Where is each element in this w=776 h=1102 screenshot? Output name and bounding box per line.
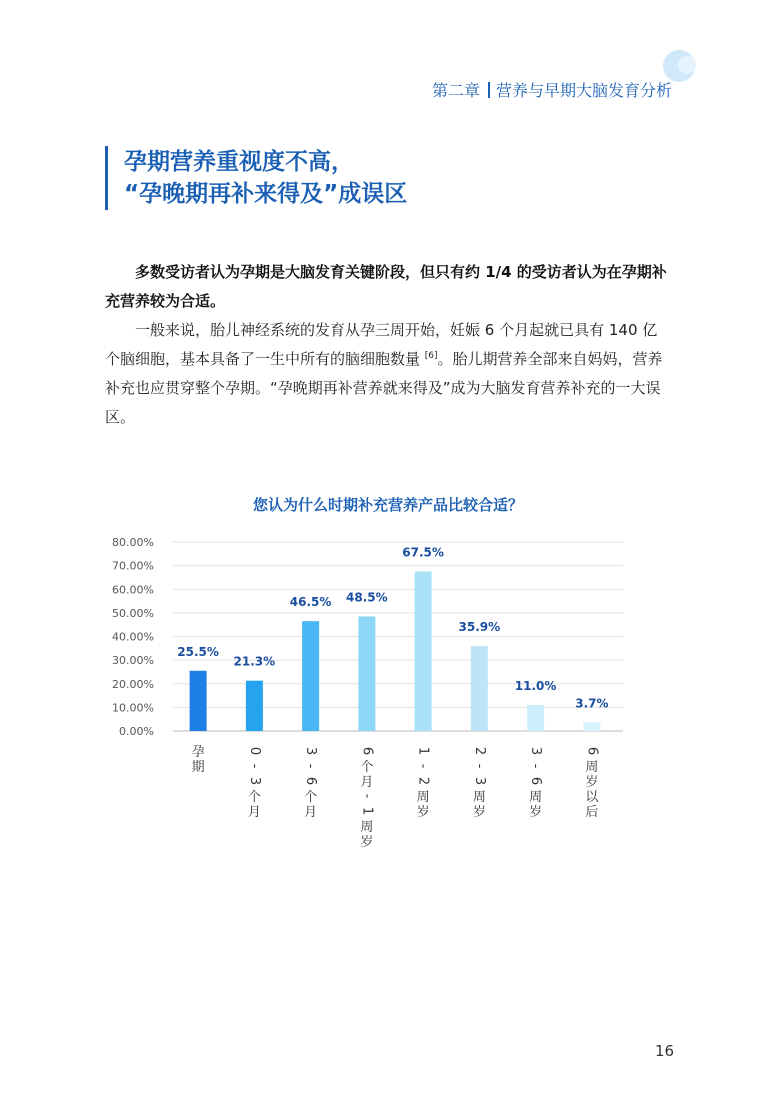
- x-tick-label-char: -: [415, 763, 431, 769]
- x-tick-label-char: 周: [472, 790, 486, 805]
- data-label: 3.7%: [575, 696, 609, 711]
- body-paragraph-part-1: 一般来说，胎儿神经系统的发育从孕三周开始，妊娠 6 个月起就已具有 140 亿个脑细胞，基本具备了一生中所有的脑细胞数量: [105, 321, 658, 368]
- x-tick-label-char: 3: [246, 776, 262, 786]
- x-tick-label-char: -: [528, 763, 544, 769]
- bar: [358, 616, 375, 731]
- x-tick-label-char: 周: [585, 760, 599, 775]
- x-tick-label-char: 3: [471, 776, 487, 786]
- x-tick-label-char: 周: [529, 790, 543, 805]
- section-title-line-2: “孕晚期再补来得及”成误区: [124, 181, 408, 207]
- chapter-title: 营养与早期大脑发育分析: [495, 81, 672, 100]
- data-label: 46.5%: [289, 595, 332, 610]
- x-tick-label-char: 岁: [529, 805, 543, 820]
- x-tick-label-char: -: [471, 763, 487, 769]
- x-tick-label: [528, 747, 543, 820]
- x-tick-label-char: 以: [585, 790, 599, 805]
- data-label: 48.5%: [346, 590, 388, 605]
- bar: [527, 705, 544, 731]
- y-tick-label: 80.00%: [112, 536, 154, 549]
- x-tick-label-char: 个: [360, 760, 374, 775]
- x-tick-label: [359, 747, 374, 850]
- y-tick-label: 10.00%: [112, 701, 154, 715]
- bar: [190, 671, 207, 731]
- x-tick-label-char: 周: [416, 790, 430, 805]
- bar: [471, 646, 488, 731]
- x-tick-label-char: 岁: [360, 835, 374, 850]
- y-tick-label: 0.00%: [119, 725, 154, 738]
- bar: [246, 681, 263, 731]
- x-tick-label-char: 周: [360, 820, 374, 835]
- bar: [415, 572, 432, 731]
- x-tick-label-char: 6: [359, 746, 375, 756]
- x-tick-label-char: 岁: [585, 775, 599, 790]
- lead-paragraph: 多数受访者认为孕期是大脑发育关键阶段，但只有约 1/4 的受访者认为在孕期补充营养较为合适。: [105, 263, 667, 310]
- x-tick-label: [584, 747, 599, 820]
- x-tick-label-char: 孕: [191, 745, 205, 760]
- x-tick-label-char: 月: [360, 775, 374, 790]
- x-tick-label-char: 1: [359, 806, 375, 816]
- section-title-line-1: 孕期营养重视度不高，: [124, 149, 354, 175]
- chapter-number: 第二章: [431, 81, 480, 100]
- x-tick-label-char: 后: [585, 805, 599, 820]
- x-tick-label: [472, 747, 487, 820]
- x-tick-label-char: 个: [304, 790, 318, 805]
- data-label: 21.3%: [233, 654, 276, 669]
- page-number: 16: [655, 1042, 675, 1060]
- x-tick-label-char: -: [246, 763, 262, 769]
- x-tick-label: [192, 745, 205, 775]
- x-tick-label-char: 2: [471, 746, 487, 756]
- x-tick-label-char: 1: [415, 746, 431, 756]
- x-tick-label-char: 岁: [416, 805, 430, 820]
- bar: [302, 621, 319, 731]
- x-tick-label-char: 6: [584, 746, 600, 756]
- data-label: 67.5%: [402, 545, 444, 560]
- y-tick-label: 50.00%: [112, 606, 154, 620]
- x-tick-label: [303, 747, 318, 820]
- x-tick-label-char: 月: [304, 805, 318, 820]
- data-label: 25.5%: [177, 644, 219, 659]
- data-label: 35.9%: [458, 620, 501, 635]
- y-tick-label: 60.00%: [112, 583, 154, 597]
- chart-title: 您认为什么时期补充营养产品比较合适？: [252, 496, 523, 514]
- x-tick-label-char: 月: [247, 805, 261, 820]
- body-paragraph-part-2: 。胎儿期营养全部来自妈妈，营养补充也应贯穿整个孕期。“孕晚期再补营养就来得及”成为大脑发育营养补充的一大误区。: [105, 350, 663, 426]
- x-tick-label-char: 6: [528, 776, 544, 786]
- x-tick-label-char: -: [303, 763, 319, 769]
- x-tick-label-char: 6: [303, 776, 319, 786]
- x-tick-label-char: 岁: [472, 805, 486, 820]
- x-tick-label-char: 3: [528, 746, 544, 756]
- x-tick-label-char: 期: [191, 760, 205, 775]
- x-tick-label-char: -: [359, 793, 375, 799]
- reference-mark: [6]: [424, 351, 438, 361]
- x-tick-label-char: 3: [303, 746, 319, 756]
- x-tick-label-char: 0: [246, 746, 262, 756]
- x-tick-label-char: 个: [247, 790, 261, 805]
- bar: [583, 722, 600, 731]
- x-tick-label-char: 2: [415, 776, 431, 786]
- y-tick-label: 20.00%: [112, 677, 154, 691]
- y-tick-label: 40.00%: [112, 630, 154, 644]
- y-tick-label: 30.00%: [112, 654, 154, 668]
- x-tick-label: [247, 747, 262, 820]
- y-tick-label: 70.00%: [112, 559, 154, 573]
- data-label: 11.0%: [514, 679, 557, 694]
- x-tick-label: [416, 747, 431, 820]
